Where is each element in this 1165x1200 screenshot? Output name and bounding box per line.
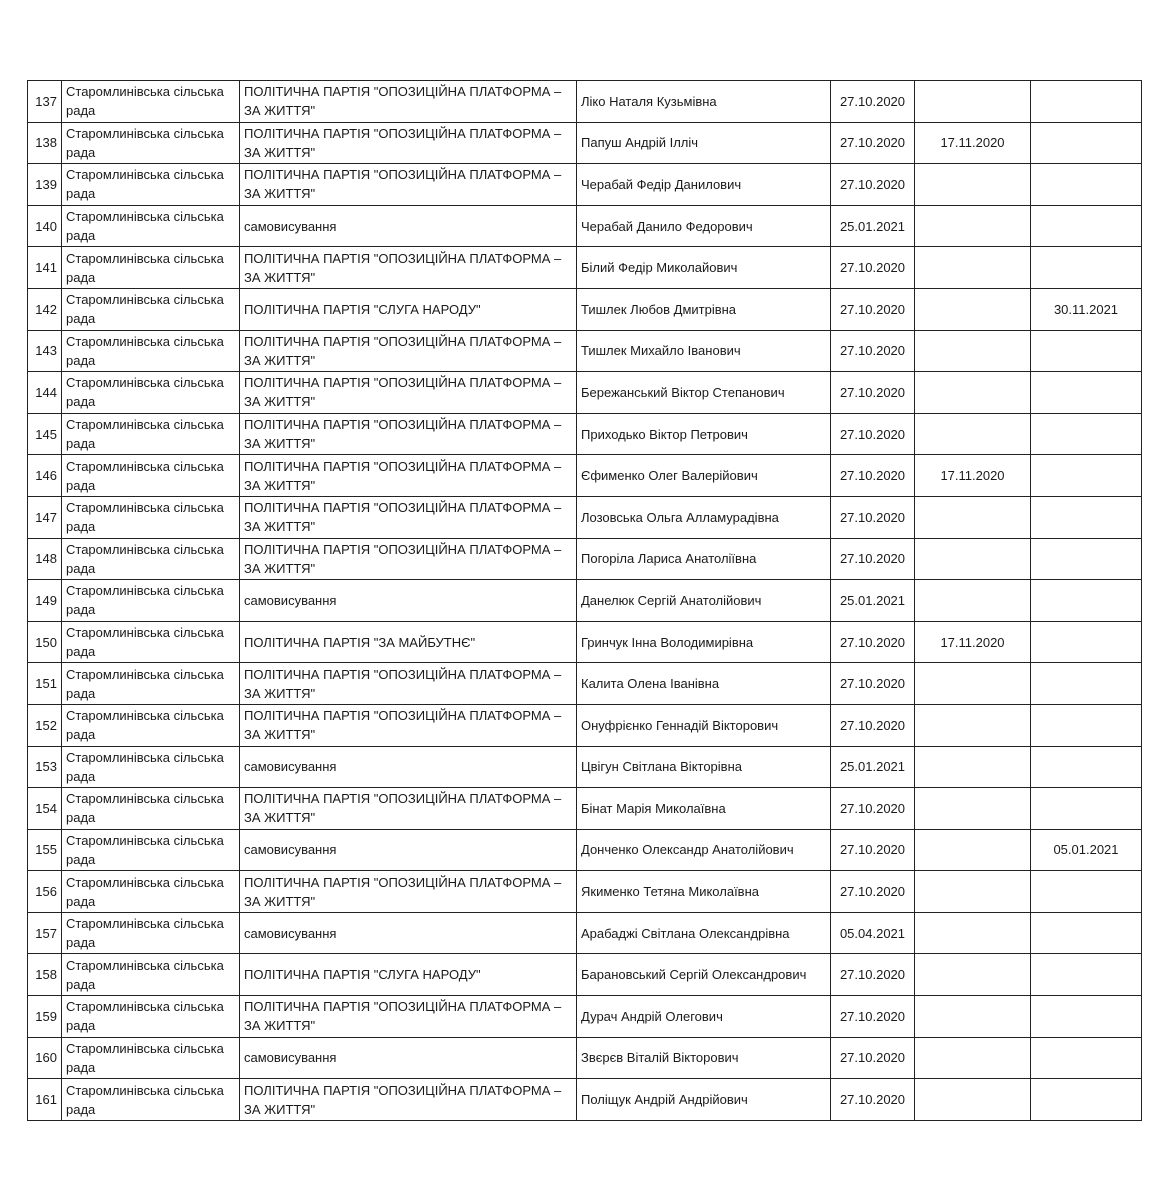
deputy-name-cell: Черабай Федір Данилович [577,164,831,206]
party-cell: ПОЛІТИЧНА ПАРТІЯ "ОПОЗИЦІЙНА ПЛАТФОРМА – ЗА ЖИТТЯ" [240,413,577,455]
second-date-cell [915,788,1031,830]
second-date-cell [915,829,1031,871]
table-row [28,247,1142,289]
deputy-name-cell: Гринчук Інна Володимирівна [577,621,831,663]
deputy-name-cell: Папуш Андрій Ілліч [577,122,831,164]
table-row [28,829,1142,871]
row-number: 153 [28,746,62,788]
council-cell: Старомлинівська сільська рада [62,580,240,622]
party-cell: ПОЛІТИЧНА ПАРТІЯ "СЛУГА НАРОДУ" [240,954,577,996]
registration-date-cell: 27.10.2020 [831,288,915,330]
termination-date-cell [1031,621,1142,663]
party-cell: ПОЛІТИЧНА ПАРТІЯ "ОПОЗИЦІЙНА ПЛАТФОРМА – ЗА ЖИТТЯ" [240,455,577,497]
deputy-name-cell: Черабай Данило Федорович [577,205,831,247]
row-number: 140 [28,205,62,247]
registration-date-cell: 25.01.2021 [831,205,915,247]
council-cell: Старомлинівська сільська рада [62,663,240,705]
party-cell: ПОЛІТИЧНА ПАРТІЯ "ОПОЗИЦІЙНА ПЛАТФОРМА – ЗА ЖИТТЯ" [240,871,577,913]
party-cell: самовисування [240,580,577,622]
registration-date-cell: 27.10.2020 [831,164,915,206]
party-cell: ПОЛІТИЧНА ПАРТІЯ "ОПОЗИЦІЙНА ПЛАТФОРМА – ЗА ЖИТТЯ" [240,996,577,1038]
table-row [28,912,1142,954]
table-row [28,330,1142,372]
council-cell: Старомлинівська сільська рада [62,912,240,954]
deputy-name-cell: Арабаджі Світлана Олександрівна [577,912,831,954]
termination-date-cell [1031,205,1142,247]
termination-date-cell [1031,871,1142,913]
table-row [28,372,1142,414]
row-number: 142 [28,288,62,330]
second-date-cell [915,912,1031,954]
council-cell: Старомлинівська сільська рада [62,81,240,123]
second-date-cell [915,247,1031,289]
termination-date-cell [1031,455,1142,497]
party-cell: ПОЛІТИЧНА ПАРТІЯ "ОПОЗИЦІЙНА ПЛАТФОРМА – ЗА ЖИТТЯ" [240,496,577,538]
deputy-name-cell: Онуфрієнко Геннадій Вікторович [577,704,831,746]
row-number: 157 [28,912,62,954]
table-row [28,663,1142,705]
deputy-name-cell: Якименко Тетяна Миколаївна [577,871,831,913]
second-date-cell [915,288,1031,330]
table-row [28,288,1142,330]
document-page [27,80,1142,1121]
termination-date-cell [1031,1037,1142,1079]
termination-date-cell [1031,538,1142,580]
second-date-cell [915,538,1031,580]
termination-date-cell [1031,247,1142,289]
council-cell: Старомлинівська сільська рада [62,788,240,830]
party-cell: самовисування [240,829,577,871]
row-number: 147 [28,496,62,538]
deputy-name-cell: Тишлек Михайло Іванович [577,330,831,372]
registration-date-cell: 27.10.2020 [831,788,915,830]
row-number: 159 [28,996,62,1038]
registration-date-cell: 27.10.2020 [831,704,915,746]
party-cell: ПОЛІТИЧНА ПАРТІЯ "ОПОЗИЦІЙНА ПЛАТФОРМА – ЗА ЖИТТЯ" [240,663,577,705]
second-date-cell: 17.11.2020 [915,621,1031,663]
row-number: 143 [28,330,62,372]
second-date-cell [915,330,1031,372]
party-cell: самовисування [240,746,577,788]
council-cell: Старомлинівська сільська рада [62,164,240,206]
second-date-cell [915,496,1031,538]
table-row [28,996,1142,1038]
second-date-cell [915,746,1031,788]
registration-date-cell: 27.10.2020 [831,413,915,455]
registration-date-cell: 27.10.2020 [831,621,915,663]
row-number: 154 [28,788,62,830]
table-body [28,81,1142,1121]
row-number: 161 [28,1079,62,1121]
party-cell: ПОЛІТИЧНА ПАРТІЯ "ОПОЗИЦІЙНА ПЛАТФОРМА – ЗА ЖИТТЯ" [240,81,577,123]
party-cell: самовисування [240,205,577,247]
council-cell: Старомлинівська сільська рада [62,871,240,913]
council-cell: Старомлинівська сільська рада [62,621,240,663]
table-row [28,704,1142,746]
party-cell: ПОЛІТИЧНА ПАРТІЯ "ОПОЗИЦІЙНА ПЛАТФОРМА – ЗА ЖИТТЯ" [240,330,577,372]
table-row [28,1037,1142,1079]
row-number: 160 [28,1037,62,1079]
deputy-name-cell: Калита Олена Іванівна [577,663,831,705]
termination-date-cell [1031,580,1142,622]
termination-date-cell [1031,954,1142,996]
council-cell: Старомлинівська сільська рада [62,455,240,497]
council-cell: Старомлинівська сільська рада [62,372,240,414]
second-date-cell [915,871,1031,913]
registration-date-cell: 27.10.2020 [831,663,915,705]
table-row [28,954,1142,996]
termination-date-cell [1031,1079,1142,1121]
council-cell: Старомлинівська сільська рада [62,1079,240,1121]
table-row [28,538,1142,580]
registration-date-cell: 25.01.2021 [831,580,915,622]
second-date-cell [915,81,1031,123]
row-number: 146 [28,455,62,497]
registration-date-cell: 27.10.2020 [831,1037,915,1079]
deputy-name-cell: Єфименко Олег Валерійович [577,455,831,497]
registration-date-cell: 27.10.2020 [831,871,915,913]
deputy-name-cell: Ліко Наталя Кузьмівна [577,81,831,123]
termination-date-cell: 30.11.2021 [1031,288,1142,330]
council-cell: Старомлинівська сільська рада [62,247,240,289]
termination-date-cell [1031,81,1142,123]
deputy-name-cell: Лозовська Ольга Алламурадівна [577,496,831,538]
second-date-cell [915,413,1031,455]
party-cell: ПОЛІТИЧНА ПАРТІЯ "ОПОЗИЦІЙНА ПЛАТФОРМА – ЗА ЖИТТЯ" [240,704,577,746]
table-row [28,164,1142,206]
termination-date-cell [1031,122,1142,164]
party-cell: ПОЛІТИЧНА ПАРТІЯ "СЛУГА НАРОДУ" [240,288,577,330]
party-cell: ПОЛІТИЧНА ПАРТІЯ "ОПОЗИЦІЙНА ПЛАТФОРМА – ЗА ЖИТТЯ" [240,372,577,414]
party-cell: ПОЛІТИЧНА ПАРТІЯ "ОПОЗИЦІЙНА ПЛАТФОРМА – ЗА ЖИТТЯ" [240,1079,577,1121]
row-number: 156 [28,871,62,913]
table-row [28,580,1142,622]
row-number: 138 [28,122,62,164]
registration-date-cell: 27.10.2020 [831,496,915,538]
row-number: 145 [28,413,62,455]
council-cell: Старомлинівська сільська рада [62,954,240,996]
deputy-name-cell: Приходько Віктор Петрович [577,413,831,455]
second-date-cell [915,954,1031,996]
registration-date-cell: 27.10.2020 [831,538,915,580]
council-cell: Старомлинівська сільська рада [62,746,240,788]
deputy-name-cell: Бінат Марія Миколаївна [577,788,831,830]
council-cell: Старомлинівська сільська рада [62,829,240,871]
termination-date-cell [1031,663,1142,705]
row-number: 141 [28,247,62,289]
council-cell: Старомлинівська сільська рада [62,996,240,1038]
deputy-name-cell: Дурач Андрій Олегович [577,996,831,1038]
termination-date-cell [1031,912,1142,954]
second-date-cell [915,580,1031,622]
termination-date-cell [1031,372,1142,414]
party-cell: ПОЛІТИЧНА ПАРТІЯ "ОПОЗИЦІЙНА ПЛАТФОРМА – ЗА ЖИТТЯ" [240,122,577,164]
row-number: 144 [28,372,62,414]
table-row [28,621,1142,663]
registration-date-cell: 27.10.2020 [831,829,915,871]
row-number: 150 [28,621,62,663]
termination-date-cell [1031,330,1142,372]
registration-date-cell: 27.10.2020 [831,247,915,289]
termination-date-cell [1031,788,1142,830]
second-date-cell [915,1079,1031,1121]
council-cell: Старомлинівська сільська рада [62,330,240,372]
second-date-cell [915,1037,1031,1079]
deputies-table [27,80,1142,1121]
row-number: 149 [28,580,62,622]
termination-date-cell [1031,413,1142,455]
party-cell: ПОЛІТИЧНА ПАРТІЯ "ОПОЗИЦІЙНА ПЛАТФОРМА – ЗА ЖИТТЯ" [240,788,577,830]
party-cell: ПОЛІТИЧНА ПАРТІЯ "ОПОЗИЦІЙНА ПЛАТФОРМА – ЗА ЖИТТЯ" [240,247,577,289]
table-row [28,788,1142,830]
deputy-name-cell: Тишлек Любов Дмитрівна [577,288,831,330]
party-cell: ПОЛІТИЧНА ПАРТІЯ "ОПОЗИЦІЙНА ПЛАТФОРМА – ЗА ЖИТТЯ" [240,164,577,206]
council-cell: Старомлинівська сільська рада [62,538,240,580]
row-number: 155 [28,829,62,871]
registration-date-cell: 27.10.2020 [831,372,915,414]
deputy-name-cell: Данелюк Сергій Анатолійович [577,580,831,622]
second-date-cell [915,704,1031,746]
table-row [28,413,1142,455]
deputy-name-cell: Донченко Олександр Анатолійович [577,829,831,871]
deputy-name-cell: Білий Федір Миколайович [577,247,831,289]
termination-date-cell [1031,996,1142,1038]
council-cell: Старомлинівська сільська рада [62,1037,240,1079]
row-number: 151 [28,663,62,705]
second-date-cell [915,205,1031,247]
registration-date-cell: 27.10.2020 [831,330,915,372]
party-cell: самовисування [240,912,577,954]
termination-date-cell [1031,496,1142,538]
registration-date-cell: 05.04.2021 [831,912,915,954]
second-date-cell [915,663,1031,705]
registration-date-cell: 27.10.2020 [831,122,915,164]
row-number: 148 [28,538,62,580]
registration-date-cell: 27.10.2020 [831,81,915,123]
table-row [28,81,1142,123]
registration-date-cell: 27.10.2020 [831,455,915,497]
deputy-name-cell: Барановський Сергій Олександрович [577,954,831,996]
table-row [28,496,1142,538]
row-number: 152 [28,704,62,746]
party-cell: самовисування [240,1037,577,1079]
council-cell: Старомлинівська сільська рада [62,288,240,330]
deputy-name-cell: Цвігун Світлана Вікторівна [577,746,831,788]
table-row [28,205,1142,247]
row-number: 158 [28,954,62,996]
row-number: 137 [28,81,62,123]
deputy-name-cell: Звєрєв Віталій Вікторович [577,1037,831,1079]
termination-date-cell [1031,746,1142,788]
party-cell: ПОЛІТИЧНА ПАРТІЯ "ЗА МАЙБУТНЄ" [240,621,577,663]
deputy-name-cell: Бережанський Віктор Степанович [577,372,831,414]
second-date-cell [915,164,1031,206]
council-cell: Старомлинівська сільська рада [62,122,240,164]
deputy-name-cell: Поліщук Андрій Андрійович [577,1079,831,1121]
row-number: 139 [28,164,62,206]
council-cell: Старомлинівська сільська рада [62,205,240,247]
registration-date-cell: 27.10.2020 [831,954,915,996]
table-row [28,122,1142,164]
council-cell: Старомлинівська сільська рада [62,496,240,538]
registration-date-cell: 27.10.2020 [831,996,915,1038]
table-row [28,871,1142,913]
registration-date-cell: 25.01.2021 [831,746,915,788]
council-cell: Старомлинівська сільська рада [62,413,240,455]
second-date-cell: 17.11.2020 [915,455,1031,497]
termination-date-cell: 05.01.2021 [1031,829,1142,871]
second-date-cell [915,996,1031,1038]
registration-date-cell: 27.10.2020 [831,1079,915,1121]
table-row [28,1079,1142,1121]
table-row [28,455,1142,497]
deputy-name-cell: Погоріла Лариса Анатоліївна [577,538,831,580]
party-cell: ПОЛІТИЧНА ПАРТІЯ "ОПОЗИЦІЙНА ПЛАТФОРМА – ЗА ЖИТТЯ" [240,538,577,580]
second-date-cell [915,372,1031,414]
table-row [28,746,1142,788]
council-cell: Старомлинівська сільська рада [62,704,240,746]
termination-date-cell [1031,164,1142,206]
termination-date-cell [1031,704,1142,746]
second-date-cell: 17.11.2020 [915,122,1031,164]
